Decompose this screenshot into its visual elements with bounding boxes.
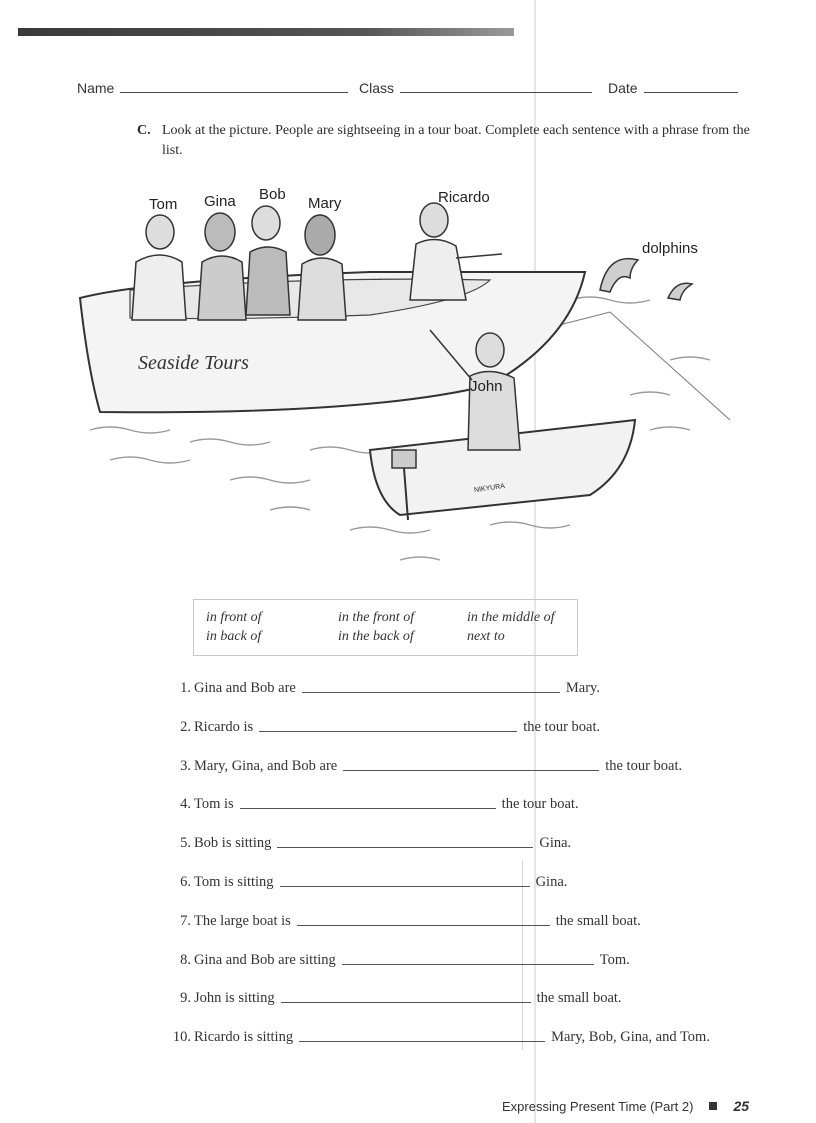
question-row	[160, 758, 682, 775]
exercise-instructions	[137, 121, 752, 161]
phrase-item: in the front of	[338, 610, 415, 625]
fishing-line	[540, 312, 730, 420]
question-number: 10.	[172, 1029, 191, 1045]
question-row	[160, 680, 600, 697]
phrase-item: in back of	[206, 629, 262, 644]
question-number: 7.	[180, 913, 191, 929]
question-row	[160, 796, 579, 813]
page-number: 25	[733, 1098, 750, 1114]
class-field[interactable]	[359, 80, 592, 96]
question-text-after: the small boat.	[536, 990, 622, 1006]
label-gina: Gina	[204, 193, 236, 210]
label-ricardo: Ricardo	[438, 189, 490, 206]
question-number: 8.	[180, 952, 191, 968]
answer-blank[interactable]	[281, 1001, 531, 1003]
phrase-item: next to	[467, 629, 505, 644]
question-text-after: Gina.	[535, 874, 568, 890]
class-line[interactable]	[400, 91, 592, 93]
question-text: Mary, Gina, and Bob are	[194, 758, 338, 774]
phrase-item: in the middle of	[467, 610, 555, 625]
question-text-after: Gina.	[539, 835, 572, 851]
answer-blank[interactable]	[277, 846, 533, 848]
question-number: 1.	[180, 680, 191, 696]
dolphins-drawing	[600, 259, 692, 300]
question-text: Ricardo is sitting	[194, 1029, 294, 1045]
answer-blank[interactable]	[302, 691, 560, 693]
question-number: 9.	[180, 990, 191, 1006]
page-footer	[502, 1098, 749, 1114]
label-john: John	[470, 378, 503, 395]
question-text: Tom is sitting	[194, 874, 274, 890]
question-text-after: the tour boat.	[523, 719, 601, 735]
question-text-after: Mary, Bob, Gina, and Tom.	[551, 1029, 710, 1045]
question-text: Bob is sitting	[194, 835, 272, 851]
question-text: Gina and Bob are	[194, 680, 296, 696]
label-bob: Bob	[259, 186, 286, 203]
exercise-label: C.	[137, 123, 151, 138]
question-text: Ricardo is	[194, 719, 254, 735]
question-text-after: the tour boat.	[501, 796, 579, 812]
question-number: 4.	[180, 796, 191, 812]
small-boat-name: NIKYURA	[473, 482, 506, 495]
question-text: Tom is	[194, 796, 234, 812]
question-text: The large boat is	[194, 913, 291, 929]
question-row	[160, 913, 641, 930]
date-field[interactable]	[608, 80, 738, 96]
date-line[interactable]	[644, 91, 738, 93]
answer-blank[interactable]	[259, 730, 517, 732]
boat-name-seaside-tours: Seaside Tours	[138, 352, 249, 374]
question-number: 2.	[180, 719, 191, 735]
question-number: 6.	[180, 874, 191, 890]
square-bullet-icon	[709, 1102, 717, 1110]
question-text-after: Tom.	[599, 952, 630, 968]
top-decorative-bar	[18, 28, 514, 36]
answer-blank[interactable]	[240, 807, 496, 809]
name-line[interactable]	[120, 91, 348, 93]
name-label: Name	[77, 80, 115, 96]
label-tom: Tom	[149, 196, 178, 213]
question-number: 3.	[180, 758, 191, 774]
answer-blank[interactable]	[280, 885, 530, 887]
phrase-item: in front of	[206, 610, 262, 625]
label-mary: Mary	[308, 195, 342, 212]
tour-boat-illustration	[70, 180, 750, 590]
question-number: 5.	[180, 835, 191, 851]
question-text-after: the tour boat.	[605, 758, 683, 774]
phrase-list-box	[193, 599, 578, 656]
label-dolphins: dolphins	[642, 240, 698, 257]
question-text-after: Mary.	[565, 680, 600, 696]
answer-blank[interactable]	[299, 1040, 545, 1042]
phrase-item: in the back of	[338, 629, 414, 644]
answer-blank[interactable]	[297, 924, 550, 926]
name-field[interactable]	[77, 80, 348, 96]
answer-blank[interactable]	[342, 963, 594, 965]
instructions-text: Look at the picture. People are sightseeing in a tour boat. Complete each sentence with a phrase from the list.	[162, 123, 750, 158]
question-row	[160, 874, 567, 891]
question-row	[160, 1029, 710, 1046]
class-label: Class	[359, 80, 395, 96]
question-row	[160, 719, 600, 736]
question-row	[160, 952, 630, 969]
boat-motor	[392, 450, 416, 468]
answer-blank[interactable]	[343, 769, 599, 771]
footer-section-title: Expressing Present Time (Part 2)	[502, 1098, 694, 1114]
question-text: John is sitting	[194, 990, 275, 1006]
question-row	[160, 835, 571, 852]
question-text: Gina and Bob are sitting	[194, 952, 336, 968]
date-label: Date	[608, 80, 638, 96]
question-row	[160, 990, 622, 1007]
question-text-after: the small boat.	[555, 913, 641, 929]
